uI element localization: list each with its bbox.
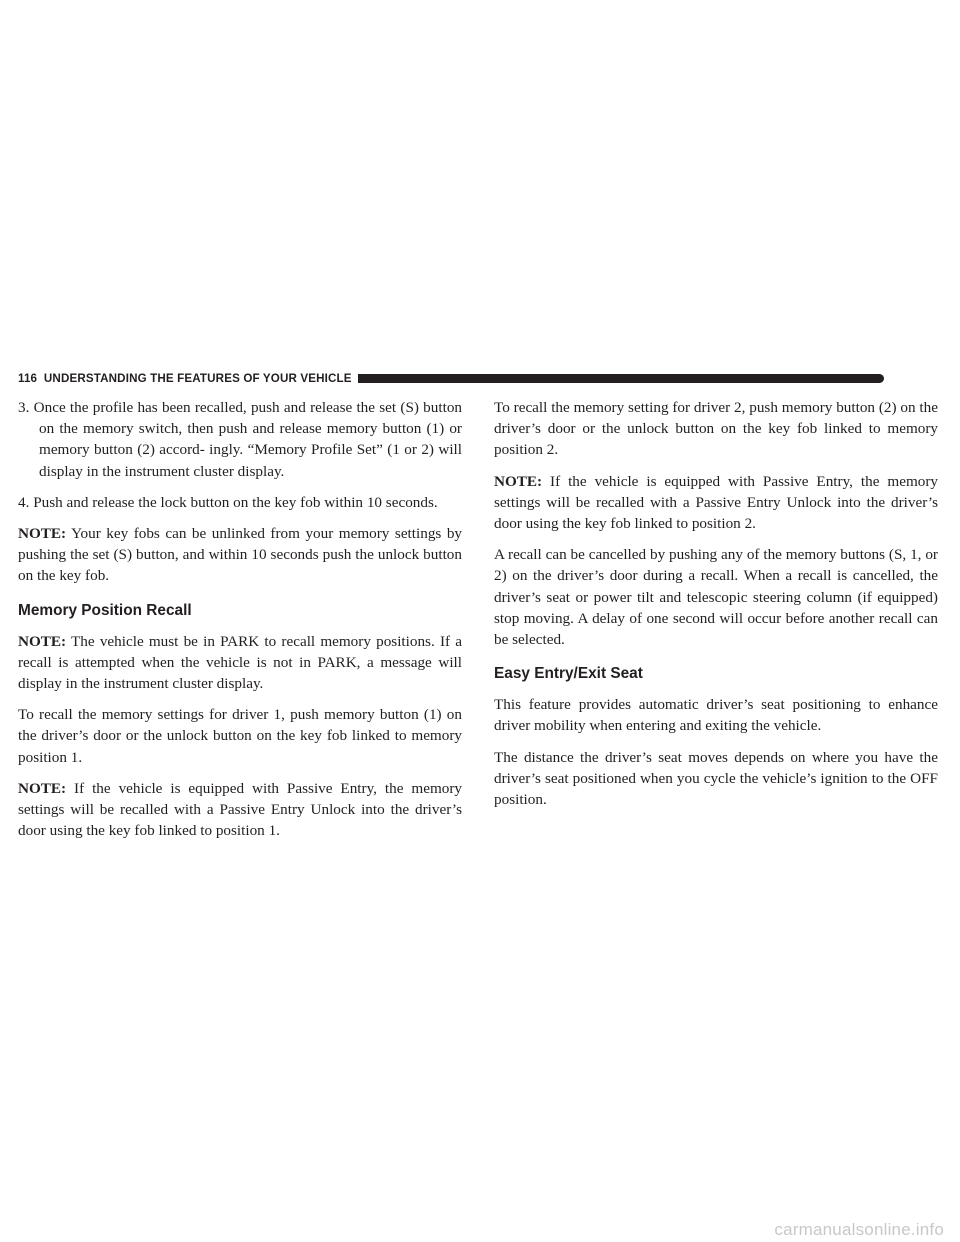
left-column	[18, 397, 462, 851]
page-header	[18, 369, 884, 387]
note-unlink-fobs	[18, 523, 462, 587]
header-label	[18, 372, 352, 385]
note-label: NOTE:	[18, 632, 67, 650]
note-text: If the vehicle is equipped with Passive Entry, the memory settings will be recalled with a Passive Entry Unlock into the driver’s door using the key fob linked to position 2.	[494, 472, 939, 533]
paragraph-recall-driver-1: To recall the memory settings for driver 1, push memory button (1) on the driver’s door or the unlock button on the key fob linked to memory position 1.	[18, 706, 462, 766]
paragraph-cancel-recall: A recall can be cancelled by pushing any of the memory buttons (S, 1, or 2) on the driver’s door during a recall. When a recall is cancelled, the driver’s seat or power tilt and telescopic steering column (if equipped) stop moving. A delay of one second will occur before another recall can be selected.	[494, 546, 938, 649]
heading-memory-position-recall: Memory Position Recall	[18, 601, 192, 619]
step-3-number: 3.	[18, 399, 30, 416]
right-column	[494, 397, 938, 820]
note-label: NOTE:	[18, 525, 67, 543]
paragraph-recall-driver-2: To recall the memory setting for driver 2, push memory button (2) on the driver’s door or the unlock button on the key fob linked to memory position 2.	[494, 399, 938, 459]
paragraph-seat-distance: The distance the driver’s seat moves depends on where you have the driver’s seat positioned when you cycle the vehicle’s ignition to the OFF position.	[494, 748, 938, 809]
step-3-text: Once the profile has been recalled, push and release the set (S) button on the memory switch, then push and release memory button (1) or memory button (2) accord- ingly. “Memory Profile Set” (1 or 2) will display in the instrument cluster display.	[33, 399, 463, 480]
watermark: carmanualsonline.info	[774, 1220, 944, 1239]
note-label: NOTE:	[18, 779, 67, 797]
note-text: If the vehicle is equipped with Passive Entry, the memory settings will be recalled with a Passive Entry Unlock into the driver’s door using the key fob linked to position 1.	[18, 779, 463, 840]
note-passive-entry-1	[18, 778, 462, 842]
note-text: Your key fobs can be unlinked from your memory settings by pushing the set (S) button, and within 10 seconds push the unlock button on the key fob.	[18, 525, 463, 585]
note-park-required	[18, 631, 462, 695]
note-label: NOTE:	[494, 472, 543, 490]
page-number: 116	[18, 371, 38, 385]
section-title: UNDERSTANDING THE FEATURES OF YOUR VEHICLE	[43, 371, 352, 385]
step-4-number: 4.	[18, 493, 30, 511]
note-passive-entry-2	[494, 471, 938, 535]
step-4-text: Push and release the lock button on the key fob within 10 seconds.	[33, 493, 438, 511]
paragraph-easy-entry-feature: This feature provides automatic driver’s seat positioning to enhance driver mobility when entering and exiting the vehicle.	[494, 696, 938, 735]
step-3	[18, 397, 462, 482]
header-rule	[358, 374, 884, 383]
heading-easy-entry-exit-seat: Easy Entry/Exit Seat	[494, 665, 643, 683]
note-text: The vehicle must be in PARK to recall memory positions. If a recall is attempted when the vehicle is not in PARK, a message will display in the instrument cluster display.	[18, 632, 462, 693]
step-4	[18, 492, 462, 513]
